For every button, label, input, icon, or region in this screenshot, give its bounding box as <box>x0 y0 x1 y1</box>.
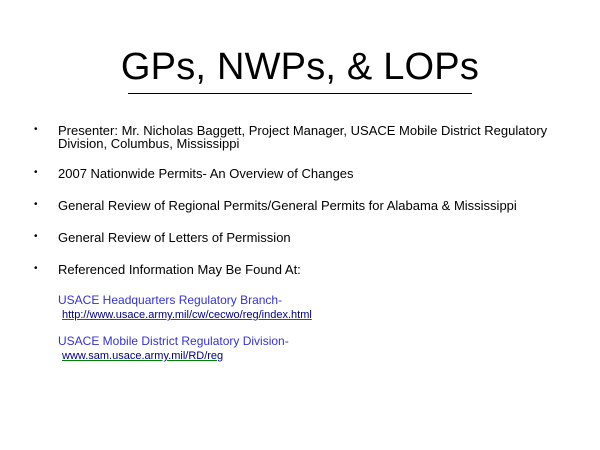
bullet-text: Referenced Information May Be Found At: <box>58 262 301 277</box>
bullet-text: General Review of Regional Permits/General Permits for Alabama & Mississippi <box>58 198 517 213</box>
bullet-regional-permits <box>34 199 570 213</box>
bullet-text: 2007 Nationwide Permits- An Overview of Changes <box>58 166 354 181</box>
reference-link-mobile-district[interactable]: www.sam.usace.army.mil/RD/reg <box>62 350 224 362</box>
bullet-referenced-info <box>34 263 570 277</box>
bullet-point-icon: • <box>34 167 38 178</box>
reference-link-headquarters[interactable]: http://www.usace.army.mil/cw/cecwo/reg/index.html <box>62 309 312 321</box>
bullet-point-icon: • <box>34 124 38 135</box>
bullet-letters-of-permission <box>34 231 570 245</box>
bullet-nationwide-permits <box>34 167 570 181</box>
title-underline <box>128 93 472 94</box>
bullet-text: General Review of Letters of Permission <box>58 230 291 245</box>
slide-title: GPs, NWPs, & LOPs <box>120 46 480 88</box>
reference-label-mobile-district: USACE Mobile District Regulatory Division- <box>58 334 289 348</box>
bullet-text: Presenter: Mr. Nicholas Baggett, Project Manager, USACE Mobile District Regulatory Division, Columbus, Mississippi <box>58 123 548 151</box>
bullet-point-icon: • <box>34 263 38 274</box>
bullet-presenter <box>34 124 570 152</box>
bullet-point-icon: • <box>34 231 38 242</box>
reference-label-headquarters: USACE Headquarters Regulatory Branch- <box>58 293 283 307</box>
bullet-point-icon: • <box>34 199 38 210</box>
